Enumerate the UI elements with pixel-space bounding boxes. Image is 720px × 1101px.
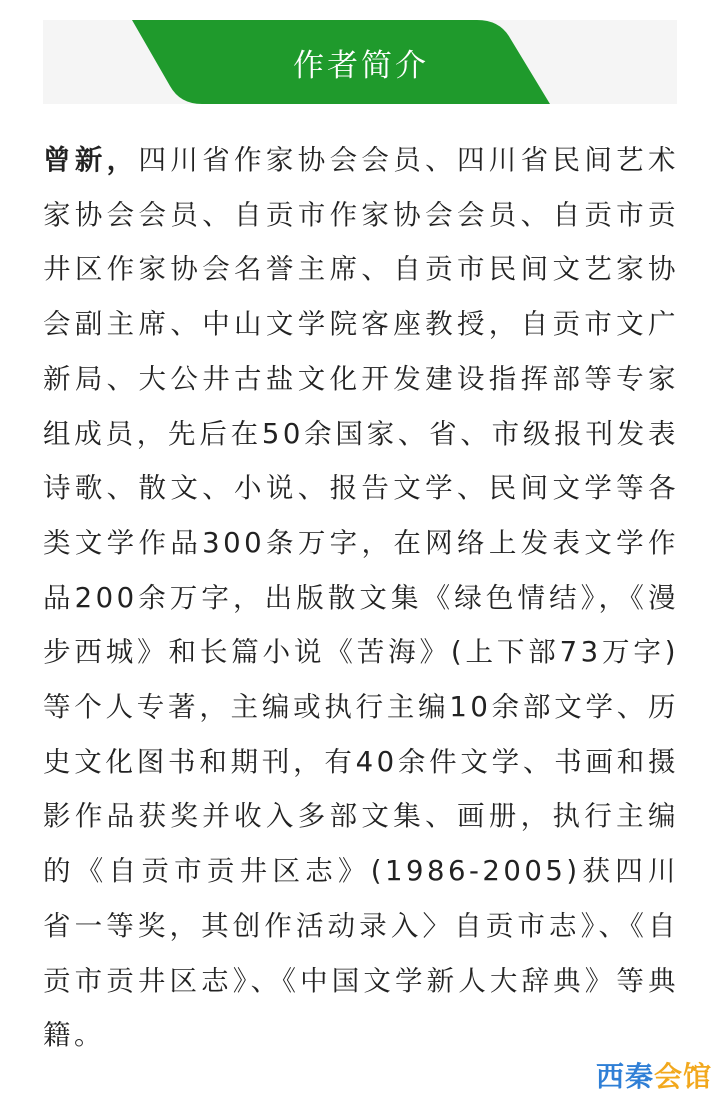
author-bio	[43, 133, 679, 1063]
bio-text: 四川省作家协会会员、四川省民间艺术家协会会员、自贡市作家协会会员、自贡市贡井区作家协会名誉主席、自贡市民间文艺家协会副主席、中山文学院客座教授，自贡市文广新局、大公井古盐文化开发建设指挥部等专家组成员，先后在50余国家、省、市级报刊发表诗歌、散文、小说、报告文学、民间文学等各类文学作品300条万字，在网络上发表文学作品200余万字，出版散文集《绿色情结》，《漫步西城》和长篇小说《苦海》(上下部73万字)等个人专著，主编或执行主编10余部文学、历史文化图书和期刊，有40余件文学、书画和摄影作品获奖并收入多部文集、画册，执行主编的《自贡市贡井区志》(1986-2005)获四川省一等奖，其创作活动录入〉自贡市志》、《自贡市贡井区志》、《中国文学新人大辞典》等典籍。	[43, 144, 680, 1052]
watermark-logo	[596, 1055, 712, 1095]
watermark-part1: 西秦	[595, 1060, 654, 1093]
author-name: 曾新，	[43, 144, 139, 176]
watermark-part2: 会馆	[653, 1060, 712, 1093]
section-title: 作者简介	[293, 47, 429, 84]
section-header	[132, 20, 550, 104]
